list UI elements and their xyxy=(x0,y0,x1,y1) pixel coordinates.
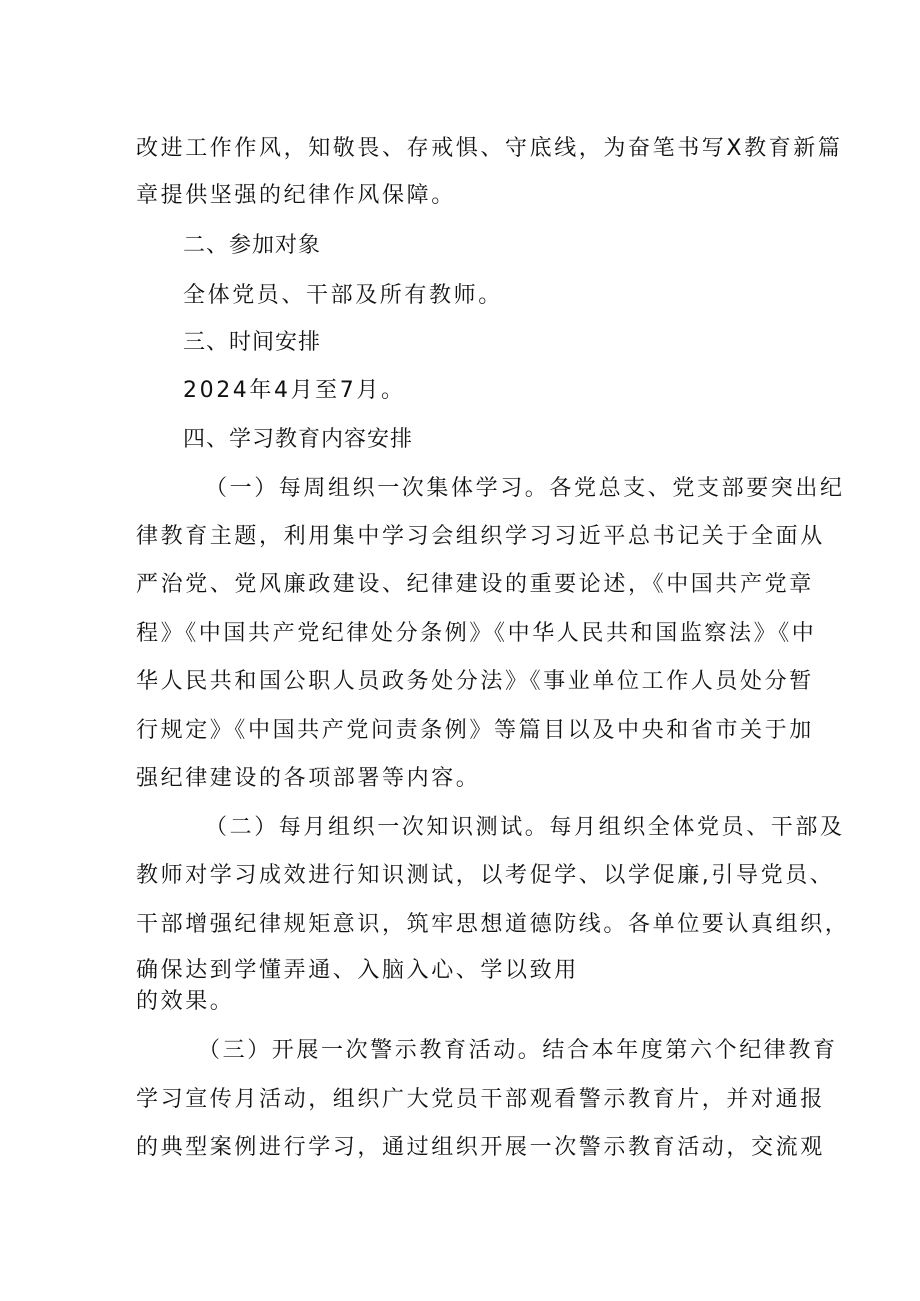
paragraph-line: 律教育主题，利用集中学习会组织学习习近平总书记关于全面从 xyxy=(136,524,825,549)
paragraph-line: 行规定》《中国共产党问责条例》等篇目以及中央和省市关于加 xyxy=(136,718,814,743)
section-heading-schedule: 三、时间安排 xyxy=(183,330,322,355)
paragraph-line: 2024年4月至7月。 xyxy=(183,378,406,403)
section-heading-participants: 二、参加对象 xyxy=(183,233,322,258)
paragraph-line: 严治党、党风廉政建设、纪律建设的重要论述，《中国共产党章 xyxy=(136,572,814,597)
paragraph-line: 章提供坚强的纪律作风保障。 xyxy=(136,183,456,208)
paragraph-line: 改进工作作风，知敬畏、存戒惧、守底线，为奋笔书写X教育新篇 xyxy=(136,136,843,161)
paragraph-line: 程》《中国共产党纪律处分条例》《中华人民共和国监察法》《中 xyxy=(136,621,817,646)
paragraph-line: （二）每月组织一次知识测试。每月组织全体党员、干部及 xyxy=(205,815,845,840)
paragraph-line: 的效果。 xyxy=(136,989,235,1014)
section-heading-content: 四、学习教育内容安排 xyxy=(183,427,414,452)
paragraph-line: （一）每周组织一次集体学习。各党总支、党支部要突出纪 xyxy=(205,476,845,501)
paragraph-line: 确保达到学懂弄通、入脑入心、学以致用 xyxy=(136,958,579,983)
paragraph-line: 干部增强纪律规矩意识，筑牢思想道德防线。各单位要认真组织， xyxy=(136,912,850,937)
paragraph-line: 教师对学习成效进行知识测试，以考促学、以学促廉,引导党员、 xyxy=(136,863,835,888)
paragraph-line: 的典型案例进行学习，通过组织开展一次警示教育活动，交流观 xyxy=(136,1135,825,1160)
paragraph-line: 学习宣传月活动，组织广大党员干部观看警示教育片，并对通报 xyxy=(136,1087,825,1112)
paragraph-line: 全体党员、干部及所有教师。 xyxy=(183,283,503,308)
paragraph-line: （三）开展一次警示教育活动。结合本年度第六个纪律教育 xyxy=(198,1038,838,1063)
paragraph-line: 华人民共和国公职人员政务处分法》《事业单位工作人员处分暂 xyxy=(136,669,814,694)
paragraph-line: 强纪律建设的各项部署等内容。 xyxy=(136,766,481,791)
